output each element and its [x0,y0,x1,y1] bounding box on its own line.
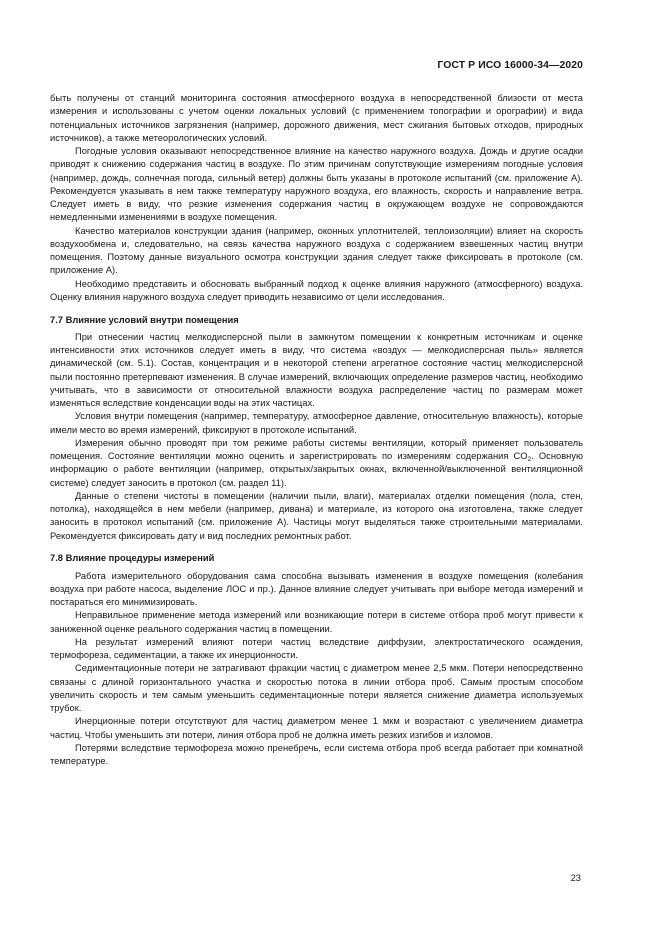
document-standard-id: ГОСТ Р ИСО 16000-34—2020 [437,60,583,71]
paragraph: Качество материалов конструкции здания (например, оконных уплотнителей, теплоизоляции) влияет на скорость воздухообмена и, следовательно, на связь качества наружного воздуха с содержанием взвешенных частиц внутри помещения. Поэтому данные визуального осмотра конструкции здания следует также фиксировать в протоколе (см. приложение А). [50,225,583,276]
paragraph: Необходимо представить и обосновать выбранный подход к оценке влияния наружного (атмосферного) воздуха. Оценку влияния наружного воздуха следует приводить независимо от цели исследования. [50,278,583,302]
paragraph: Работа измерительного оборудования сама способна вызывать изменения в воздухе помещения (колебания воздуха при работе насоса, выделение ЛОС и пр.). Данное влияние следует учитывать при выборе метода измерений и постараться его минимизировать. [50,570,583,607]
paragraph: Потерями вследствие термофореза можно пренебречь, если система отбора проб всегда работает при комнатной температуре. [50,742,583,766]
document-body [50,92,583,768]
page-number: 23 [570,873,581,883]
paragraph: Неправильное применение метода измерений или возникающие потери в системе отбора проб могут привести к заниженной оценке реального содержания частиц в помещении. [50,610,583,634]
paragraph: Инерционные потери отсутствуют для частиц диаметром менее 1 мкм и возрастают с увеличением диаметра частиц. Чтобы уменьшить эти потери, линия отбора проб не должна иметь резких изгибов и изломов. [50,716,583,740]
paragraph: Седиментационные потери не затрагивают фракции частиц с диаметром менее 2,5 мкм. Потери непосредственно связаны с длиной горизонтального участка и скоростью потока в линии отбора проб. Самым простым способом увеличить скорость и тем самым уменьшить седиментационные потери является снижение диаметра используемых трубок. [50,663,583,713]
paragraph: Условия внутри помещения (например, температуру, атмосферное давление, относительную влажность), которые имели место во время измерений, фиксируют в протоколе испытаний. [50,411,583,435]
paragraph: Данные о степени чистоты в помещении (наличии пыли, влаги), материалах отделки помещения (пола, стен, потолка), находящейся в нем мебели (например, дивана) и материале, из которого она изготовлена, также следует заносить в протокол испытаний (см. приложение А). Частицы могут выделяться также строительными материалами. Рекомендуется фиксировать дату и вид последних ремонтных работ. [50,490,583,541]
section-heading-7-8: 7.8 Влияние процедуры измерений [50,553,215,564]
paragraph: быть получены от станций мониторинга состояния атмосферного воздуха в непосредственной близости от места измерения и использованы с учетом оценки локальных условий (с применением топографии и орографии) и вида потенциальных источников загрязнения (например, дорожного движения, мест сжигания бытовых отходов, природных источников), а также метеорологических условий. [50,93,583,143]
paragraph: При отнесении частиц мелкодисперсной пыли в замкнутом помещении к конкретным источникам и оценке интенсивности этих источников следует иметь в виду, что система «воздух — мелкодисперсная пыль» является динамической (см. 5.1). Состав, концентрация и в некоторой степени агрегатное состояние частиц мелкодисперсной пыли постоянно претерпевают изменения. В случае измерений, включающих определение размеров частиц, необходимо учитывать, что в зависимости от относительной влажности воздуха распределение частиц по размерам может изменяться вследствие конденсации воды на этих частицах. [50,331,583,408]
subscript: 2 [527,456,532,463]
section-heading-7-7: 7.7 Влияние условий внутри помещения [50,314,239,325]
paragraph [50,437,583,490]
paragraph: На результат измерений влияют потери частиц вследствие диффузии, электростатического осаждения, термофореза, седиментации, а также их инерционности. [50,636,583,660]
paragraph-text: . Основную информацию о работе вентиляции (например, открытых/закрытых окнах, включенной/выключенной вентиляционной системе) следует заносить в протокол (см. раздел 11). [50,451,583,488]
paragraph: Погодные условия оказывают непосредственное влияние на качество наружного воздуха. Дождь и другие осадки приводят к снижению содержания частиц в воздухе. По этим причинам сопутствующие измерениям погодные условия (например, дождь, солнечная погода, сильный ветер) должны быть указаны в протоколе испытаний (см. приложение А). Рекомендуется указывать в нем также температуру наружного воздуха, его влажность, скорость и направление ветра. Следует иметь в виду, что резкие изменения содержания частиц в окружающем воздухе не сопровождаются немедленными изменениями в воздухе помещения. [50,146,583,223]
paragraph-text: Измерения обычно проводят при том режиме работы системы вентиляции, который применяет пользователь помещения. Состояние вентиляции можно оценить и зарегистрировать по измерениям содержания CO [50,437,583,461]
